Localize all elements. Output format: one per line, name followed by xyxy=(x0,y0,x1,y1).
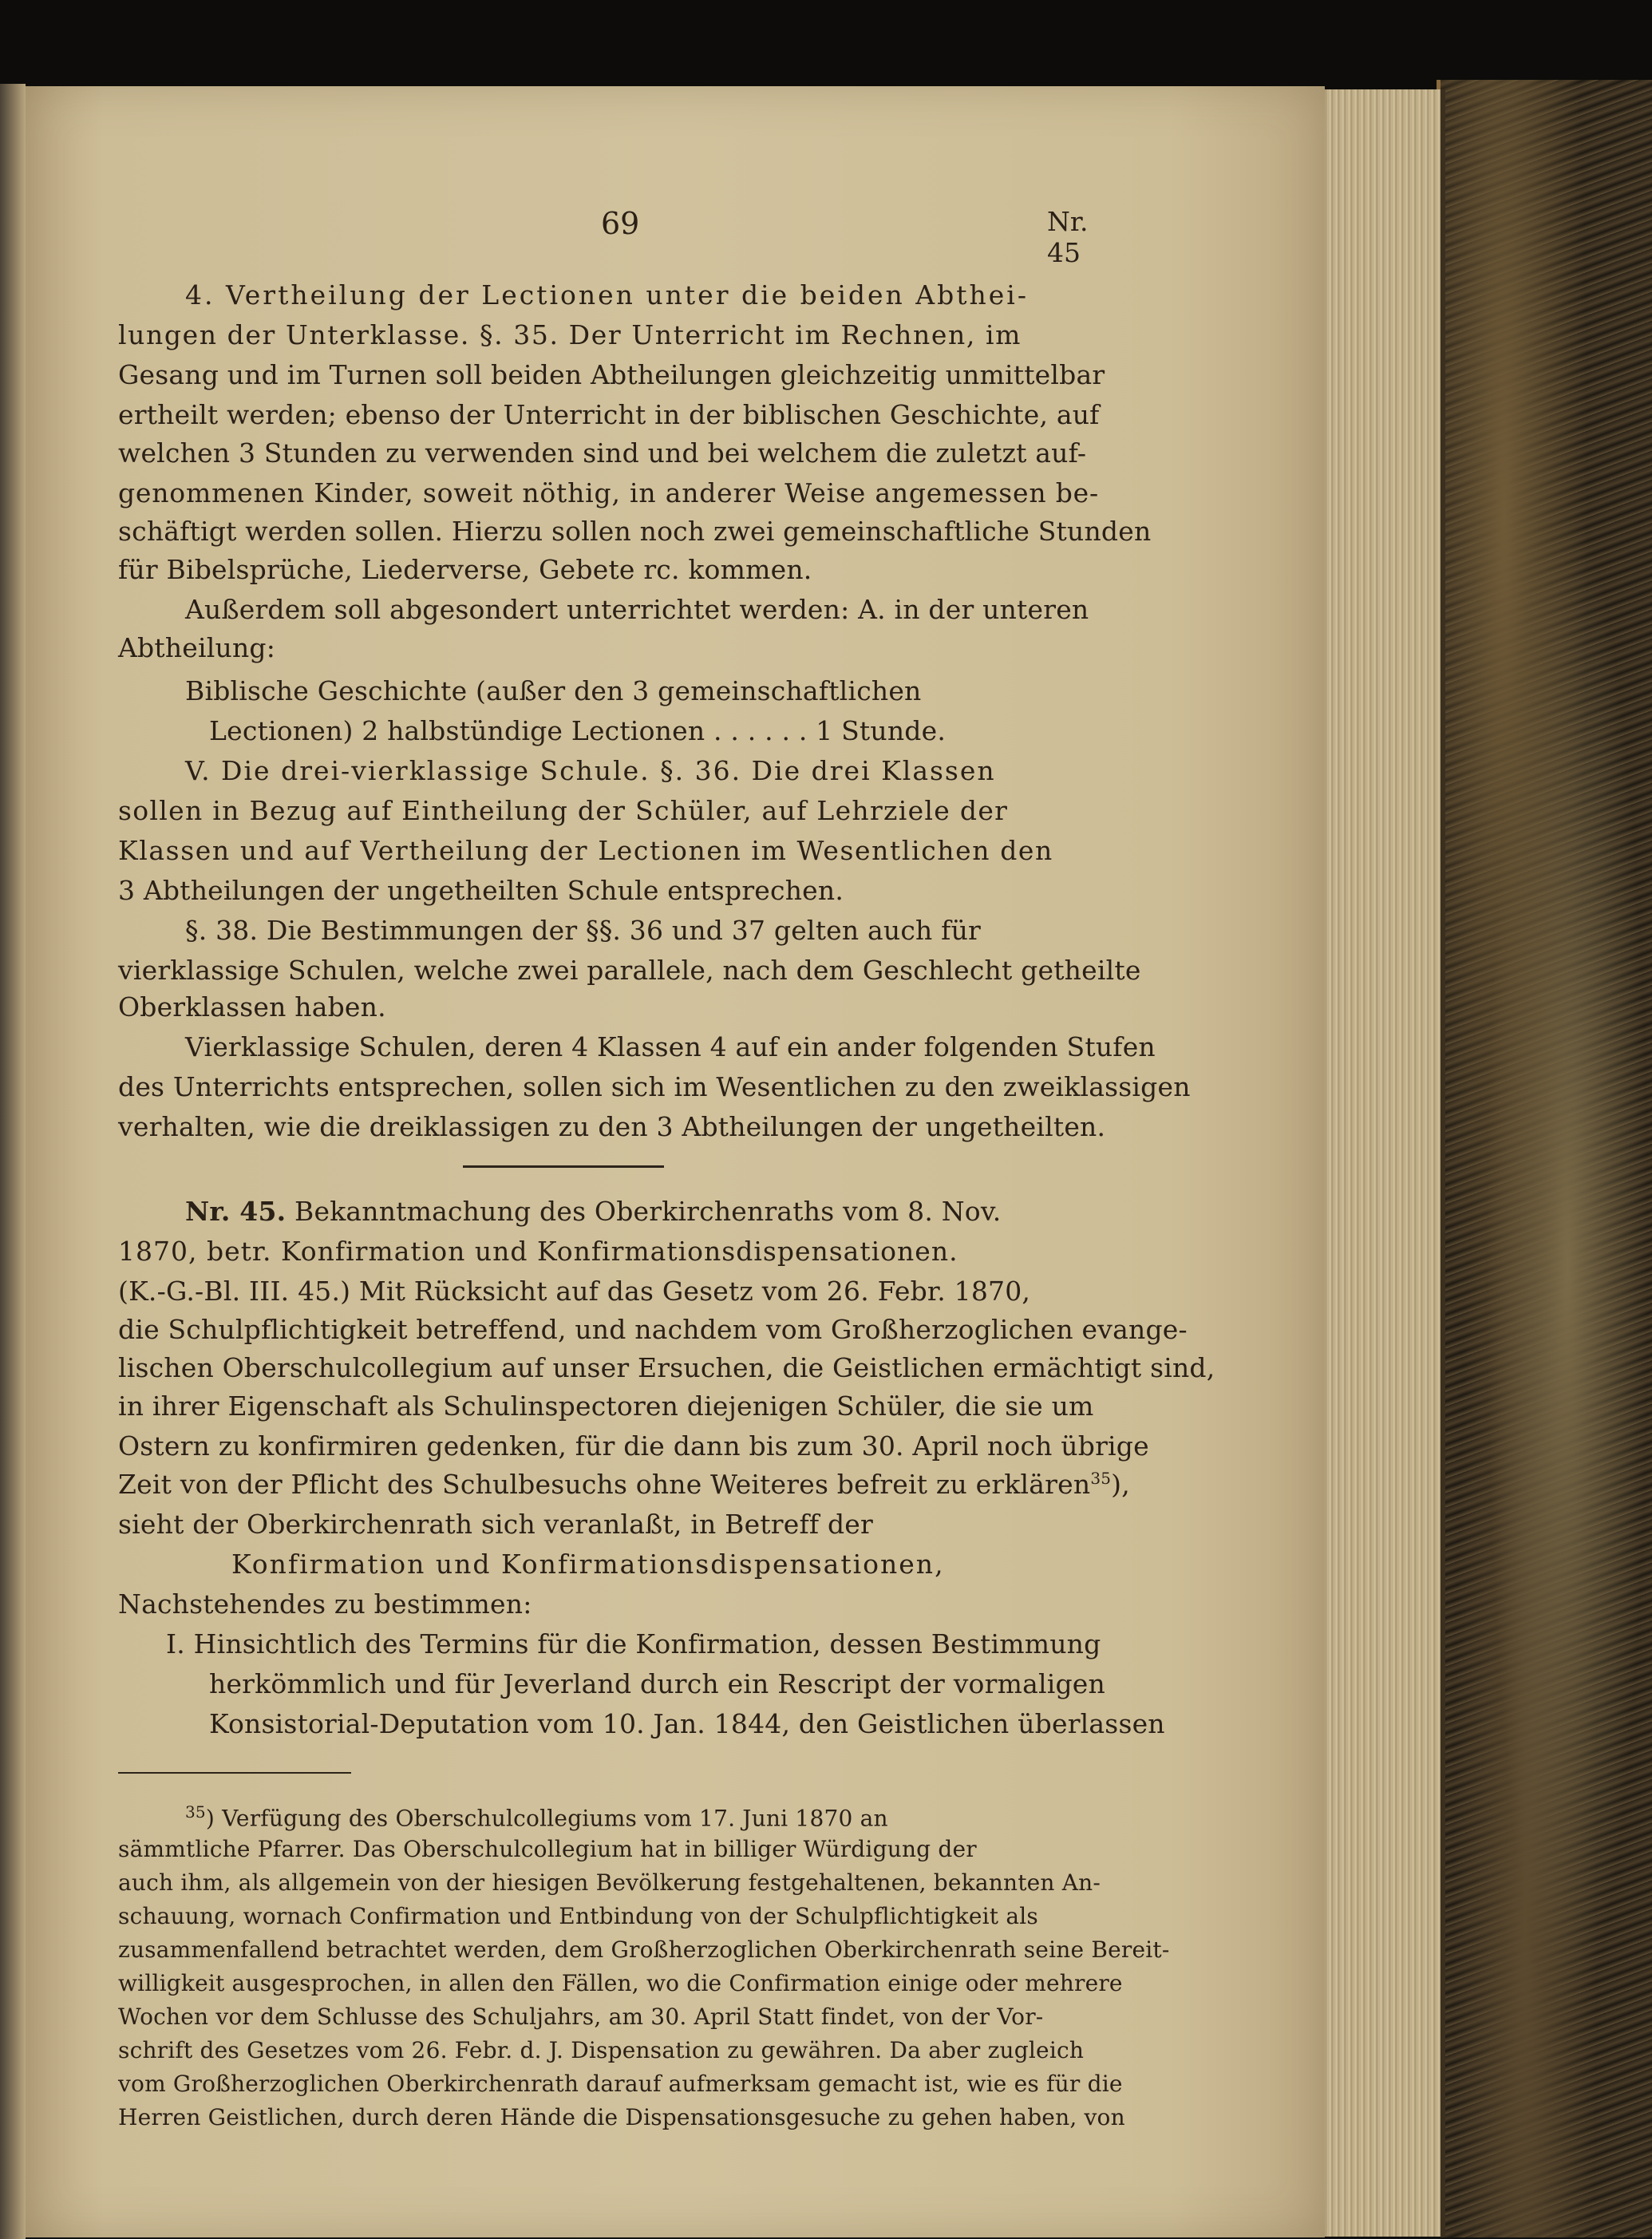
body-line: Biblische Geschichte (außer den 3 gemeinschaftlichen xyxy=(185,675,922,706)
section-line: die Schulpflichtigkeit betreffend, und nachdem vom Großherzoglichen evange- xyxy=(118,1314,1188,1345)
section-line-text: Zeit von der Pflicht des Schulbesuchs ohne Weiteres befreit zu erklären xyxy=(118,1469,1091,1500)
body-line: lungen der Unterklasse. §. 35. Der Unterricht im Rechnen, im xyxy=(118,319,1022,350)
body-line: Lectionen) 2 halbstündige Lectionen . . . . . . 1 Stunde. xyxy=(209,715,947,746)
body-line: Vierklassige Schulen, deren 4 Klassen 4 auf ein ander folgenden Stufen xyxy=(185,1031,1156,1062)
section-line-with-footnote-ref xyxy=(118,1469,1130,1500)
page-edges xyxy=(1309,89,1445,2237)
body-line: schäftigt werden sollen. Hierzu sollen noch zwei gemeinschaftliche Stunden xyxy=(118,516,1152,547)
section-divider xyxy=(463,1165,664,1168)
footnote-line: Wochen vor dem Schlusse des Schuljahrs, am 30. April Statt findet, von der Vor- xyxy=(118,2004,1044,2030)
section-heading-line xyxy=(185,1196,1001,1227)
footnote-line: Herren Geistlichen, durch deren Hände die Dispensationsgesuche zu gehen haben, von xyxy=(118,2104,1125,2130)
running-head: Nr. 45 xyxy=(1047,206,1089,268)
body-line: verhalten, wie die dreiklassigen zu den 3 Abtheilungen der ungetheilten. xyxy=(118,1111,1106,1142)
body-line: sollen in Bezug auf Eintheilung der Schüler, auf Lehrziele der xyxy=(118,795,1009,826)
section-line: 1870, betr. Konfirmation und Konfirmationsdispensationen. xyxy=(118,1236,958,1267)
footnote-line: schrift des Gesetzes vom 26. Febr. d. J. Dispensation zu gewähren. Da aber zugleich xyxy=(118,2037,1085,2063)
section-line: herkömmlich und für Jeverland durch ein Rescript der vormaligen xyxy=(209,1668,1105,1699)
footnote-first-line xyxy=(185,1802,888,1831)
section-line: Nachstehendes zu bestimmen: xyxy=(118,1588,532,1620)
footnote-line: vom Großherzoglichen Oberkirchenrath darauf aufmerksam gemacht ist, wie es für die xyxy=(118,2071,1123,2097)
body-line: welchen 3 Stunden zu verwenden sind und bei welchem die zuletzt auf- xyxy=(118,437,1087,469)
body-line: 4. Vertheilung der Lectionen unter die beiden Abthei- xyxy=(185,279,1029,311)
section-line: I. Hinsichtlich des Termins für die Konfirmation, dessen Bestimmung xyxy=(166,1628,1101,1659)
body-line: genommenen Kinder, soweit nöthig, in anderer Weise angemessen be- xyxy=(118,477,1099,508)
section-line: Ostern zu konfirmiren gedenken, für die dann bis zum 30. April noch übrige xyxy=(118,1430,1149,1462)
footnote-text: ) Verfügung des Oberschulcollegiums vom 17. Juni 1870 an xyxy=(205,1805,888,1832)
section-number: Nr. 45. xyxy=(185,1196,287,1227)
footnote-line: schauung, wornach Confirmation und Entbindung von der Schulpflichtigkeit als xyxy=(118,1903,1038,1929)
body-line: des Unterrichts entsprechen, sollen sich im Wesentlichen zu den zweiklassigen xyxy=(118,1071,1191,1102)
footnote-line: auch ihm, als allgemein von der hiesigen Bevölkerung festgehaltenen, bekannten An- xyxy=(118,1869,1101,1896)
page-number: 69 xyxy=(601,206,640,241)
body-line: vierklassige Schulen, welche zwei parallele, nach dem Geschlecht getheilte xyxy=(118,955,1141,986)
body-line: 3 Abtheilungen der ungetheilten Schule entsprechen. xyxy=(118,875,844,906)
section-line-text-end: ), xyxy=(1111,1469,1130,1500)
section-line: Konsistorial-Deputation vom 10. Jan. 1844, den Geistlichen überlassen xyxy=(209,1708,1165,1739)
body-line: Gesang und im Turnen soll beiden Abtheilungen gleichzeitig unmittelbar xyxy=(118,359,1105,390)
body-line: Klassen und auf Vertheilung der Lectionen im Wesentlichen den xyxy=(118,835,1053,866)
previous-page-edge xyxy=(0,84,26,2239)
section-line: Konfirmation und Konfirmationsdispensationen, xyxy=(231,1549,945,1580)
body-line: §. 38. Die Bestimmungen der §§. 36 und 37 gelten auch für xyxy=(185,915,982,946)
section-line: sieht der Oberkirchenrath sich veranlaßt, in Betreff der xyxy=(118,1509,874,1540)
section-title: Bekanntmachung des Oberkirchenraths vom 8. Nov. xyxy=(294,1196,1002,1227)
section-line: (K.-G.-Bl. III. 45.) Mit Rücksicht auf das Gesetz vom 26. Febr. 1870, xyxy=(118,1276,1031,1307)
body-line: Abtheilung: xyxy=(118,632,276,663)
section-line: in ihrer Eigenschaft als Schulinspectoren diejenigen Schüler, die sie um xyxy=(118,1390,1094,1422)
footnote-line: sämmtliche Pfarrer. Das Oberschulcollegium hat in billiger Würdigung der xyxy=(118,1836,977,1862)
body-line: Oberklassen haben. xyxy=(118,991,386,1023)
body-line: für Bibelsprüche, Liederverse, Gebete rc. kommen. xyxy=(118,554,812,585)
section-line: lischen Oberschulcollegium auf unser Ersuchen, die Geistlichen ermächtigt sind, xyxy=(118,1352,1215,1383)
body-line: V. Die drei-vierklassige Schule. §. 36. Die drei Klassen xyxy=(185,755,996,786)
footnote-line: willigkeit ausgesprochen, in allen den Fällen, wo die Confirmation einige oder mehrere xyxy=(118,1970,1123,1996)
footnote-reference[interactable]: 35 xyxy=(1090,1469,1112,1488)
footnote-rule xyxy=(118,1772,351,1774)
footnote-line: zusammenfallend betrachtet werden, dem Großherzoglichen Oberkirchenrath seine Bereit- xyxy=(118,1936,1170,1963)
marbled-cover xyxy=(1441,80,1652,2237)
body-line: Außerdem soll abgesondert unterrichtet werden: A. in der unteren xyxy=(185,594,1089,625)
body-line: ertheilt werden; ebenso der Unterricht in der biblischen Geschichte, auf xyxy=(118,399,1100,430)
footnote-marker: 35 xyxy=(185,1802,206,1822)
